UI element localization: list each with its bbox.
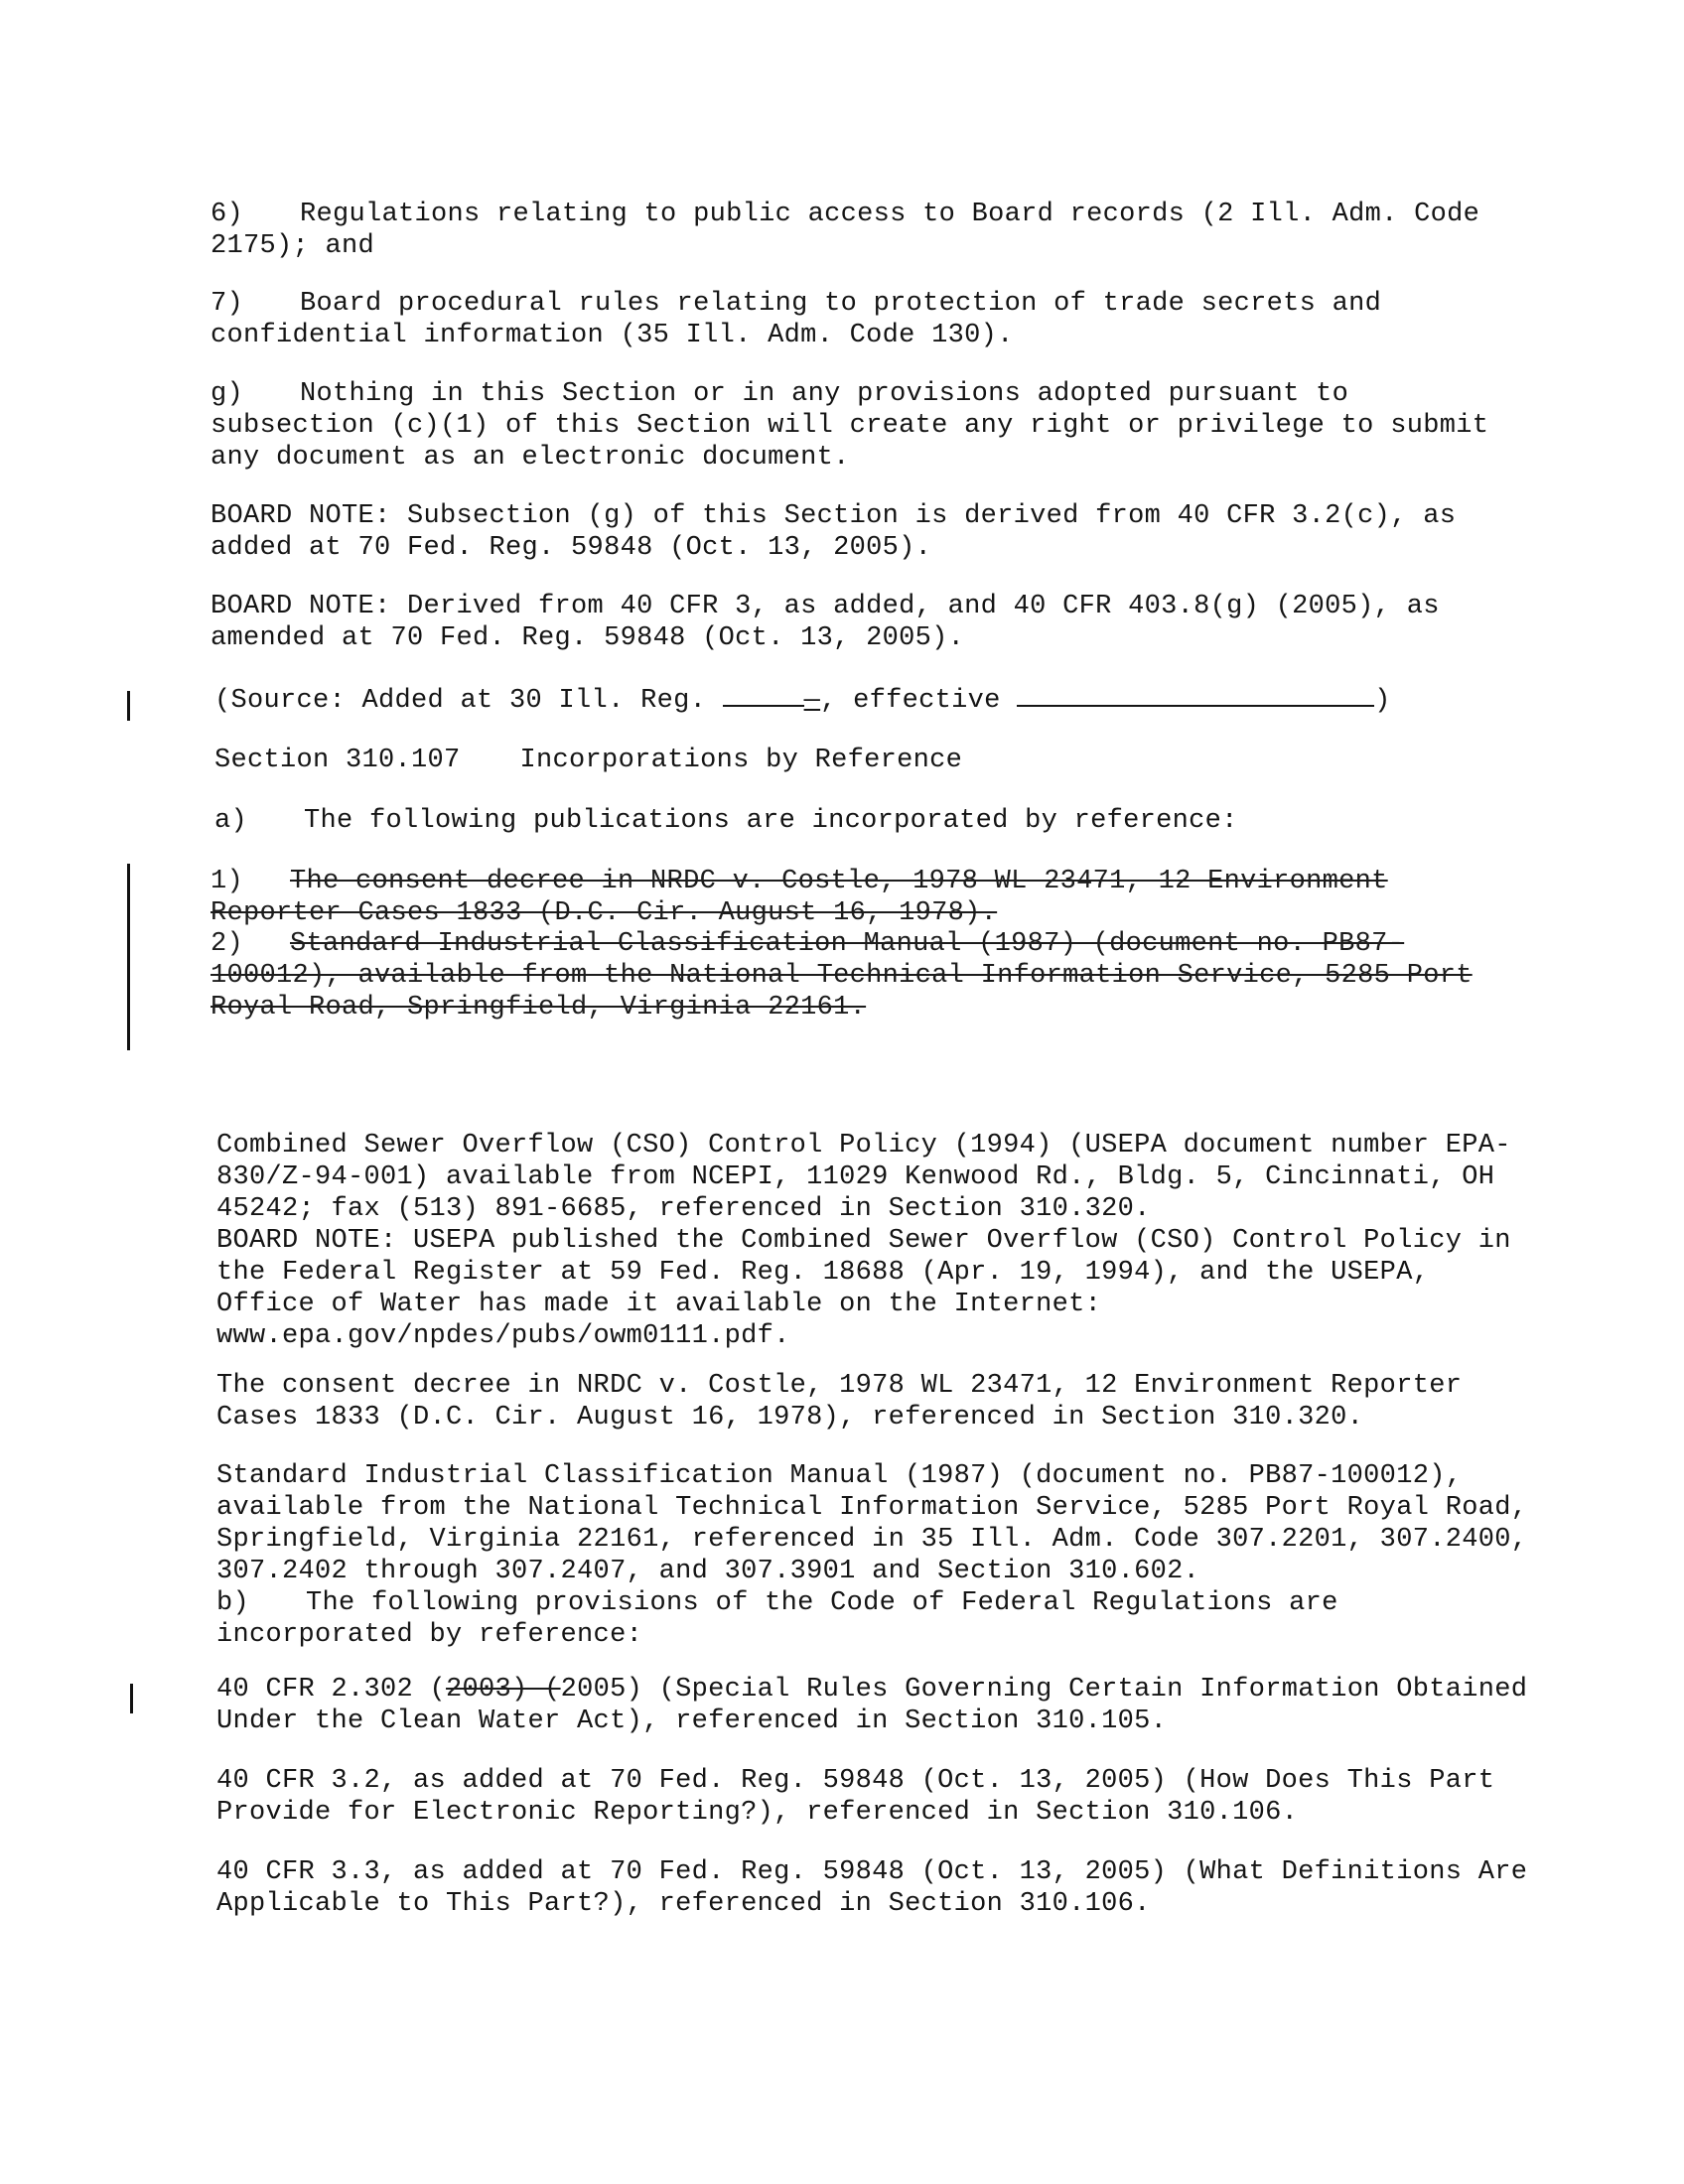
- source-dash: —: [803, 686, 821, 716]
- item-number: 6): [210, 200, 244, 229]
- reference-sic: [216, 1460, 1567, 1651]
- source-text: ): [1374, 686, 1391, 716]
- reference-text: 40 CFR 3.2, as added at 70 Fed. Reg. 59848 (Oct. 13, 2005) (How Does This Part: [216, 1766, 1495, 1796]
- reference-text: Provide for Electronic Reporting?), referenced in Section 310.106.: [216, 1798, 1299, 1828]
- struck-item-1: [210, 866, 1541, 929]
- subsection-label: b): [216, 1588, 250, 1618]
- change-bar-item2: [127, 923, 130, 1050]
- paragraph-7: [210, 288, 1541, 351]
- subsection-g: [210, 378, 1541, 474]
- reference-text: Springfield, Virginia 22161, referenced in 35 Ill. Adm. Code 307.2201, 307.2400,: [216, 1525, 1528, 1555]
- reference-text: 2005) (Special Rules Governing Certain Information Obtained: [560, 1675, 1528, 1705]
- item-number: 1): [210, 867, 244, 896]
- struck-text: Royal Road, Springfield, Virginia 22161.: [210, 993, 867, 1023]
- reference-text: The consent decree in NRDC v. Costle, 1978 WL 23471, 12 Environment Reporter: [216, 1371, 1463, 1401]
- paragraph-6: [210, 199, 1541, 262]
- change-bar-item1: [127, 864, 130, 929]
- reference-text: 40 CFR 2.302 (: [216, 1675, 447, 1705]
- note-text: BOARD NOTE: USEPA published the Combined Sewer Overflow (CSO) Control Policy in: [216, 1226, 1511, 1256]
- board-note-2: [210, 591, 1541, 654]
- source-text: , effective: [820, 686, 1018, 716]
- item-number: 7): [210, 289, 244, 319]
- url-text: www.epa.gov/npdes/pubs/owm0111.pdf.: [216, 1321, 790, 1351]
- subsection-label: a): [214, 806, 248, 836]
- item-number: 2): [210, 929, 244, 959]
- reference-text: 45242; fax (513) 891-6685, referenced in Section 310.320.: [216, 1194, 1151, 1224]
- paragraph-text: subsection (c)(1) of this Section will create any right or privilege to submit: [210, 411, 1489, 441]
- subsection-a: [214, 805, 1545, 837]
- note-text: Office of Water has made it available on the Internet:: [216, 1290, 1102, 1319]
- blank-effective-date: [1017, 683, 1374, 707]
- reference-text: available from the National Technical Information Service, 5285 Port Royal Road,: [216, 1493, 1528, 1523]
- paragraph-text: any document as an electronic document.: [210, 443, 850, 473]
- section-heading: [214, 745, 1545, 776]
- change-bar-source: [127, 691, 130, 721]
- note-text: amended at 70 Fed. Reg. 59848 (Oct. 13, 2005).: [210, 623, 965, 653]
- note-text: BOARD NOTE: Derived from 40 CFR 3, as added, and 40 CFR 403.8(g) (2005), as: [210, 592, 1440, 621]
- paragraph-text: Board procedural rules relating to protection of trade secrets and: [300, 289, 1382, 319]
- paragraph-text: confidential information (35 Ill. Adm. Code 130).: [210, 321, 1014, 350]
- change-bar-cfr2302: [130, 1684, 133, 1713]
- reference-cso: [216, 1130, 1567, 1352]
- reference-text: Under the Clean Water Act), referenced in Section 310.105.: [216, 1706, 1168, 1736]
- struck-text: Standard Industrial Classification Manual (1987) (document no. PB87-: [290, 929, 1405, 959]
- reference-text: Standard Industrial Classification Manual (1987) (document no. PB87-100012),: [216, 1461, 1463, 1491]
- reference-cfr-3-2: [216, 1765, 1567, 1829]
- note-text: the Federal Register at 59 Fed. Reg. 18688 (Apr. 19, 1994), and the USEPA,: [216, 1258, 1430, 1288]
- blank-volume: [723, 683, 804, 707]
- paragraph-text: incorporated by reference:: [216, 1620, 643, 1650]
- paragraph-text: Nothing in this Section or in any provisions adopted pursuant to: [300, 379, 1349, 409]
- paragraph-text: The following provisions of the Code of Federal Regulations are: [306, 1588, 1338, 1618]
- reference-text: 830/Z-94-001) available from NCEPI, 11029 Kenwood Rd., Bldg. 5, Cincinnati, OH: [216, 1162, 1495, 1192]
- section-number: Section 310.107: [214, 746, 461, 775]
- reference-cfr-3-3: [216, 1856, 1567, 1920]
- struck-item-2: [210, 928, 1541, 1024]
- note-text: added at 70 Fed. Reg. 59848 (Oct. 13, 2005).: [210, 533, 932, 563]
- struck-text: 100012), available from the National Technical Information Service, 5285 Port: [210, 961, 1473, 991]
- subsection-label: g): [210, 379, 244, 409]
- reference-text: 307.2402 through 307.2407, and 307.3901 and Section 310.602.: [216, 1557, 1200, 1586]
- reference-text: Combined Sewer Overflow (CSO) Control Policy (1994) (USEPA document number EPA-: [216, 1131, 1511, 1160]
- reference-nrdc: [216, 1370, 1567, 1433]
- note-text: BOARD NOTE: Subsection (g) of this Section is derived from 40 CFR 3.2(c), as: [210, 501, 1457, 531]
- reference-text: Applicable to This Part?), referenced in Section 310.106.: [216, 1889, 1151, 1919]
- reference-text: Cases 1833 (D.C. Cir. August 16, 1978), referenced in Section 310.320.: [216, 1403, 1364, 1433]
- source-line: [214, 683, 1545, 717]
- reference-text: 40 CFR 3.3, as added at 70 Fed. Reg. 59848 (Oct. 13, 2005) (What Definitions Are: [216, 1857, 1528, 1887]
- struck-text: Reporter Cases 1833 (D.C. Cir. August 16, 1978).: [210, 898, 998, 928]
- section-title: Incorporations by Reference: [519, 746, 963, 775]
- struck-text: The consent decree in NRDC v. Costle, 1978 WL 23471, 12 Environment: [290, 867, 1388, 896]
- reference-cfr-2-302: [216, 1674, 1567, 1737]
- struck-text: 2003) (: [446, 1675, 561, 1705]
- paragraph-text: 2175); and: [210, 231, 375, 261]
- board-note-1: [210, 500, 1541, 564]
- paragraph-text: The following publications are incorporated by reference:: [304, 806, 1238, 836]
- source-text: (Source: Added at 30 Ill. Reg.: [214, 686, 723, 716]
- paragraph-text: Regulations relating to public access to Board records (2 Ill. Adm. Code: [300, 200, 1480, 229]
